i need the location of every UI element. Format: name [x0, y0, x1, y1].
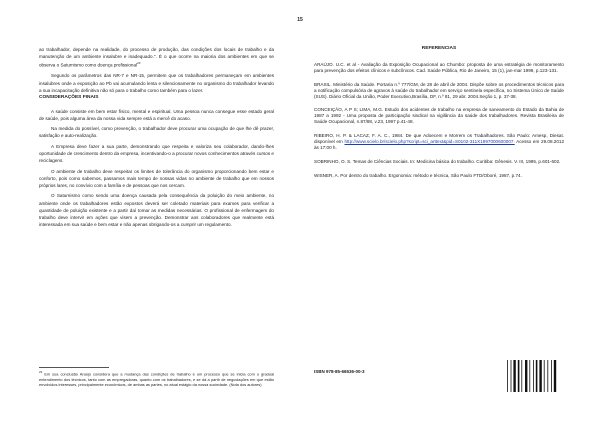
nr-paragraph: Segundo os parâmetros das NR-7 e NR-15, permitem que os trabalhadores permaneçam em ambientes insalubres onde a exposição ao Pb vai acumulando lenta e silenciosamente no organismo do trabalhador levando a sua incapacitação definitiva não só para o trabalho como também para o lazer. — [39, 73, 274, 93]
left-column — [39, 46, 274, 228]
footnote — [39, 370, 274, 387]
paragraph: A Empresa deve fazer a sua parte, demonstrando que respeita e valoriza seu colaborador, dando-lhes oportunidade de crescimento dentro da empresa, incentivando-o a procurar novos conhecimentos através cursos e reciclagens. — [39, 143, 274, 164]
isbn-label: ISBN 978-85-66536-00-3 — [314, 369, 365, 374]
paragraph: O Saturnismo como sendo uma doença causada pela consequência da poluição do meio ambiente, no ambiente onde os trabalhadores estão expostos deverá ser coletado materiais para exames para verificar a quantidade de poluição existente e a partir daí tomar as medidas necessárias. O profissional de enfermagem do trabalho deve intervir em ações que visem a prevenção. Demonstrar aos colaboradores que realmente está interessada em sua saúde e bem estar e não apenas obrigando-os a cumprir um regulamento. — [39, 193, 274, 228]
footnote-divider — [39, 367, 109, 368]
reference-link[interactable]: http://www.scielo.br/scielo.php?script=sci_arttext&pid=S0102-311X1997000600007. — [344, 139, 515, 145]
right-column — [314, 46, 564, 187]
section-title: CONSIDERAÇÕES FINAIS — [39, 94, 99, 100]
footnote-marker: 23 — [137, 61, 141, 66]
paragraph: Na medida do possível, como prevenção, o trabalhador deve procurar uma ocupação de que lhe dê prazer, satisfação e auto-realização. — [39, 126, 274, 139]
intro-paragraph — [39, 46, 274, 69]
paragraph: A saúde consiste em bem estar físico, mental e espiritual. Uma pessoa nunca consegue esse estado geral de saúde, pois alguma área da nossa vida sempre está a mercê do acaso. — [39, 108, 274, 121]
paragraph: O ambiente de trabalho deve respeitar os limites de tolerância do organismo proporcionando bem estar e conforto, pois como sabemos, passamos mais tempo de nossas vidas no ambiente de trabalho que em nossos próprios lares, no convívio com a família e de pessoas que nos cercam. — [39, 168, 274, 188]
reference-text: RIBEIRO, H. P. & LACAZ, F. A. C., 1984. De que Adoecem e Morrem os Trabalhadores. São Paulo: Amesp, Diesat. disponível em — [314, 133, 564, 145]
reference-item: SOBRINHO, O. S. Temas de Ciências Sociais. In: Medicina básica do trabalho. Curitiba: Gênesis. V. III, 1995, p.601-602. — [314, 158, 561, 164]
references-title: REFERENCIAS — [421, 46, 457, 51]
reference-access-date: Acesso em 29.08.2012 às 17:00 h. — [314, 139, 564, 150]
reference-item: WISNER, A. Por dentro do trabalho. Ergonomia: método e técnica, São Paulo FTD/Oboré, 1987, p.74. — [314, 172, 522, 178]
page-number: 15 — [297, 17, 303, 23]
reference-item: ARAÚJO. U.C. et al - Avaliação da Exposição Ocupacional ao Chumbo: proposta de uma estratégia de monitoramento para prevenção dos efeitos clínicos e subclínicos. Cad. Saúde Pública, Rio de Janeiro, 15 (1), jan-mar 1999, p.123-131. — [314, 61, 564, 73]
reference-item: BRASIL. Ministério da Saúde. Portaria n.º 777/GM, de 28 de abril de 2004. Dispõe sobre os procedimentos técnicos para a notificação compulsória de agravos à saúde do trabalhador em serviço sentinela específica, no Sistema Único de Saúde (SUS). Diário Oficial da União, Poder Executivo,Brasília, DF, n.º 81, 29 abr. 2004.Seção 1, p. 37-38. — [314, 81, 564, 99]
barcode-icon — [505, 358, 560, 398]
footnote-text: Em sua conclusão Araújo considera que a mudança das condições de trabalho é um processo que se inicia com o gradual entendimento dos técnicos, tanto com as empregadoras, quanto com os trabalhadores, e se dá a partir de negociações em que estão envolvidos interesses, principalmente econômicos, de ambas as partes, no atual estágio da nossa sociedade. (Nota dos autores) — [39, 371, 274, 387]
reference-item — [314, 133, 564, 151]
intro-text: ao trabalhador, depende na realidade, do processo de produção, das condições dos locais de trabalho e da manutenção de um ambiente insalubre e inadequado.". É o que ocorre na maioria dos ambientes em que se observa o Saturnismo como doença profissional — [39, 47, 274, 68]
reference-item: CONCEIÇÃO, A P S; LIMA, M.G. Estudo dos acidentes de trabalho na empresa de saneamento do Estado da Bahia de 1987 a 1992 - Uma proposta de participação sindical na vigilância da saúde dos trabalhadores. Revista Brasileira de Saúde Ocupacional, n.87/88, v.23, 1997 p.41-48. — [314, 107, 564, 125]
footnote-number: 23 — [39, 370, 43, 374]
